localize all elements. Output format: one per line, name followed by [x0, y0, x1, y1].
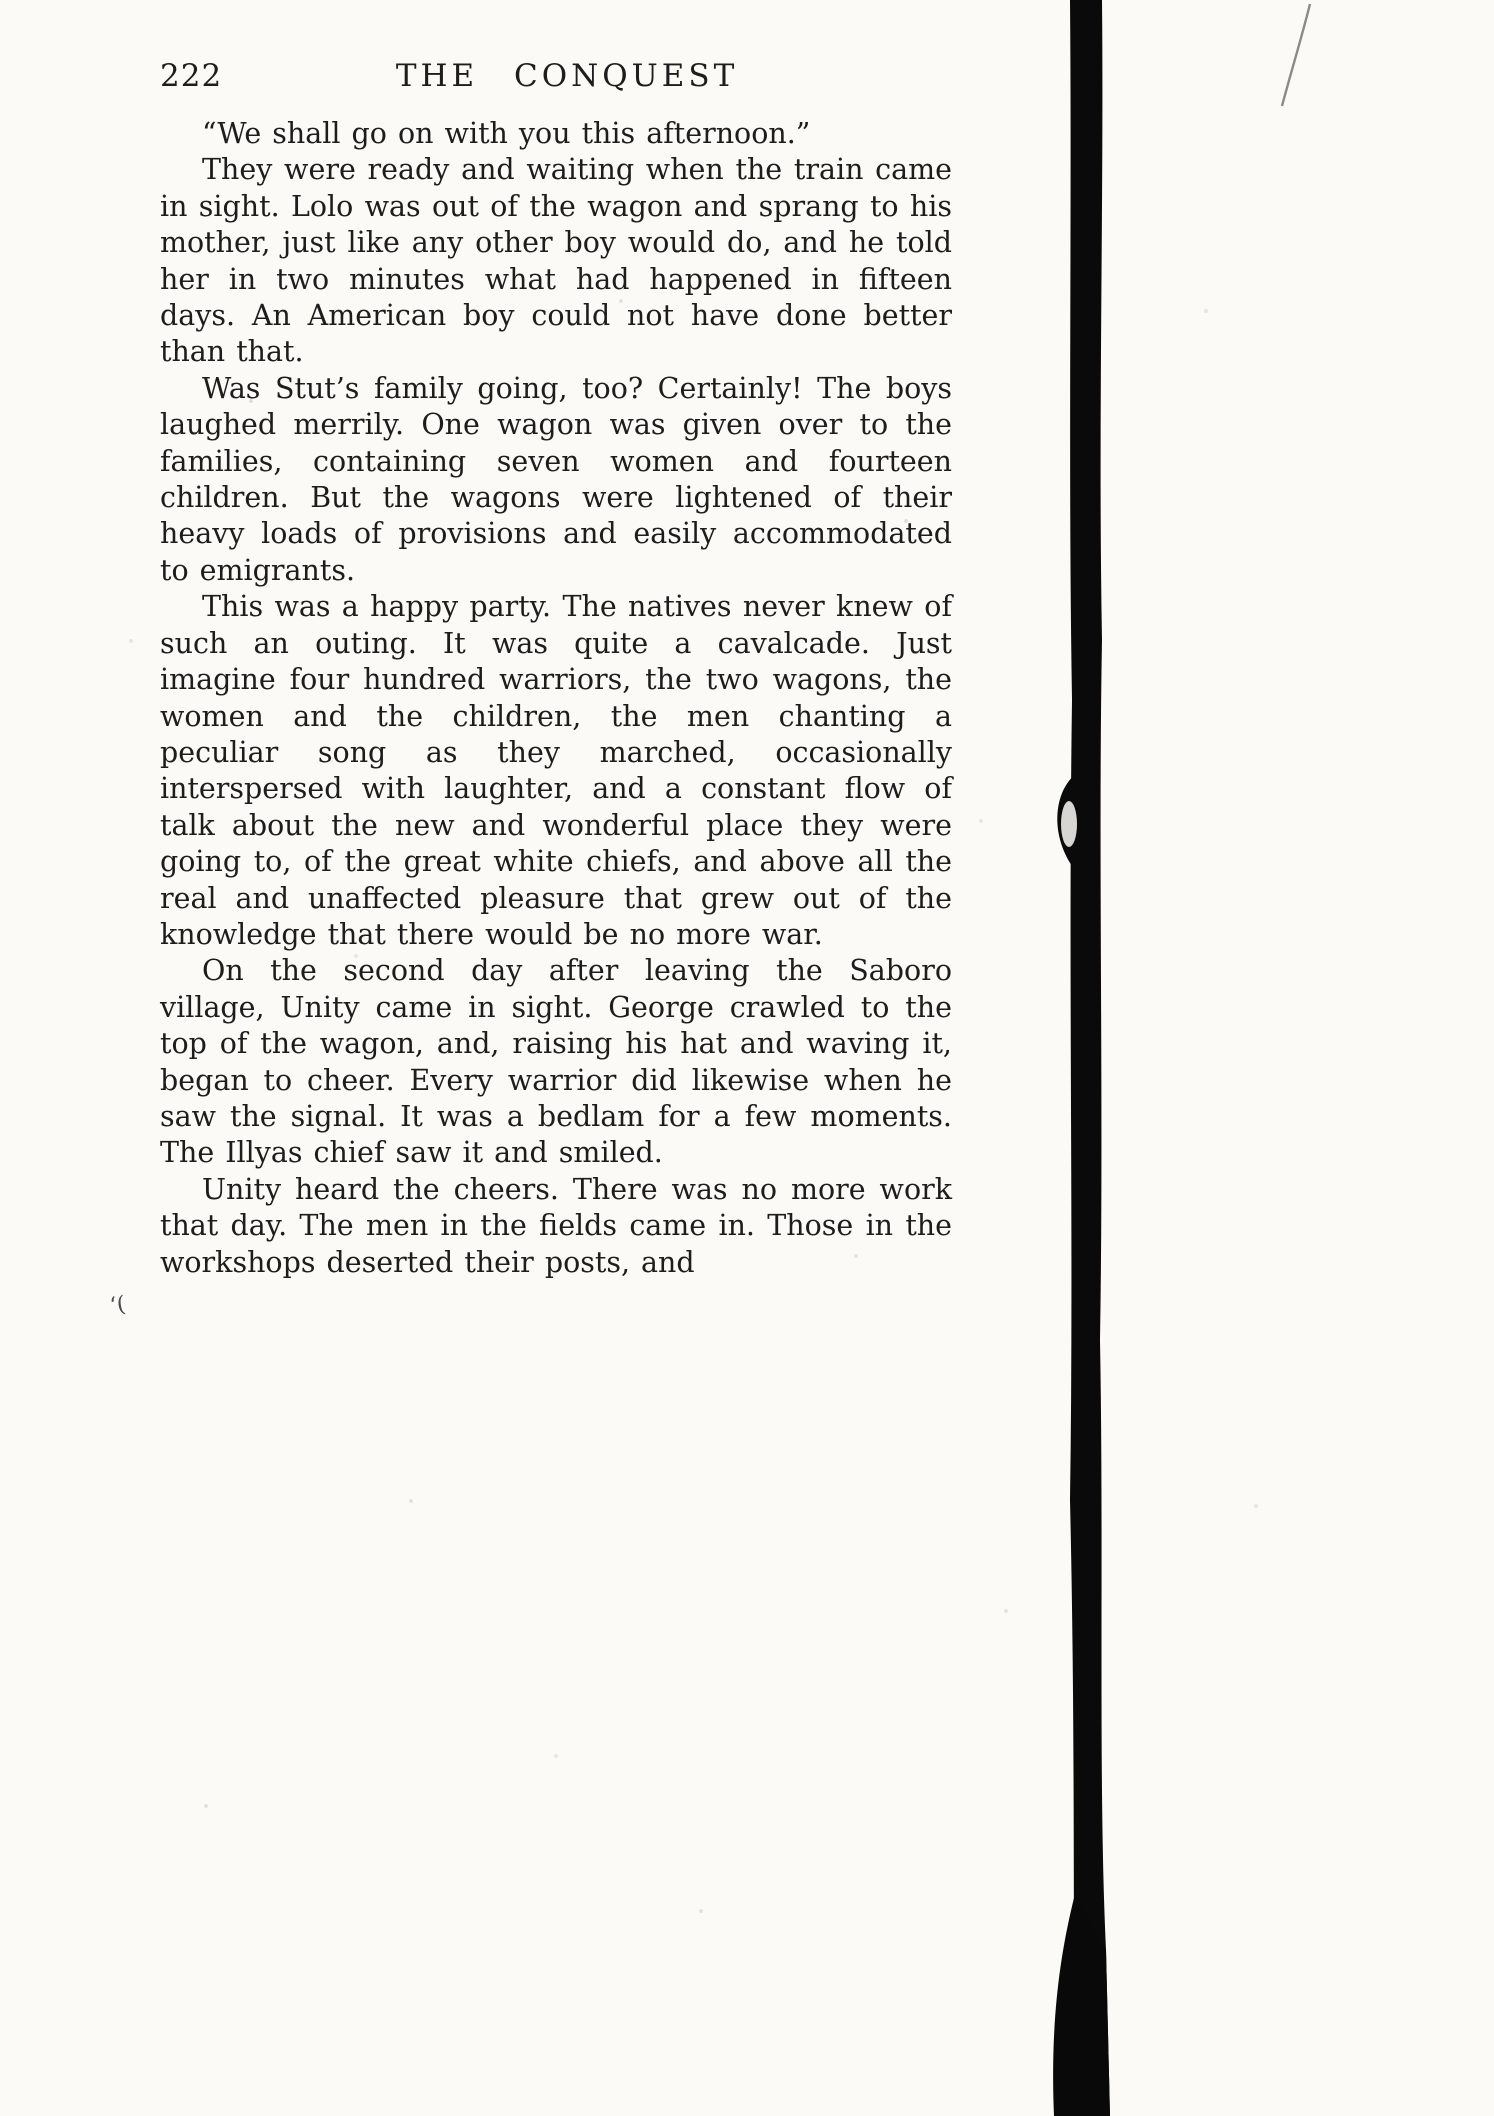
text-column: [160, 58, 952, 1281]
paragraph-3: Was Stut’s family going, too? Certainly! The boys laughed merrily. One wagon was given over to the families, containing seven women and fourteen children. But the wagons were lightened of their heavy loads of provisions and easily accommodated to emigrants.: [160, 371, 952, 587]
page-number: 222: [160, 58, 223, 94]
paragraph-5: On the second day after leaving the Saboro village, Unity came in sight. George crawled to the top of the wagon, and, raising his hat and waving it, began to cheer. Every warrior did likewise when he saw the signal. It was a bedlam for a few moments. The Illyas chief saw it and smiled.: [160, 954, 952, 1170]
scan-speckles: [0, 0, 2, 2]
page-edge-line: [1255, 0, 1345, 120]
running-header: [160, 58, 952, 94]
book-binding-shadow: [1040, 0, 1140, 2116]
running-header-title: THE CONQUEST: [395, 58, 739, 94]
paragraph-6: Unity heard the cheers. There was no more work that day. The men in the fields came in. Those in the workshops deserted their posts, and: [160, 1172, 952, 1279]
paragraph-1: “We shall go on with you this afternoon.”: [202, 117, 811, 150]
body-text: [160, 116, 952, 1281]
paragraph-2: They were ready and waiting when the train came in sight. Lolo was out of the wagon and sprang to his mother, just like any other boy would do, and he told her in two minutes what had happened in fifteen days. An American boy could not have done better than that.: [160, 153, 952, 369]
scan-margin-mark: ‘(: [108, 1292, 128, 1319]
paragraph-4: This was a happy party. The natives never knew of such an outing. It was quite a cavalcade. Just imagine four hundred warriors, the two wagons, the women and the children, the men chanting a peculiar song as they marched, occasionally interspersed with laughter, and a constant flow of talk about the new and wonderful place they were going to, of the great white chiefs, and above all the real and unaffected pleasure that grew out of the knowledge that there would be no more war.: [160, 590, 952, 951]
